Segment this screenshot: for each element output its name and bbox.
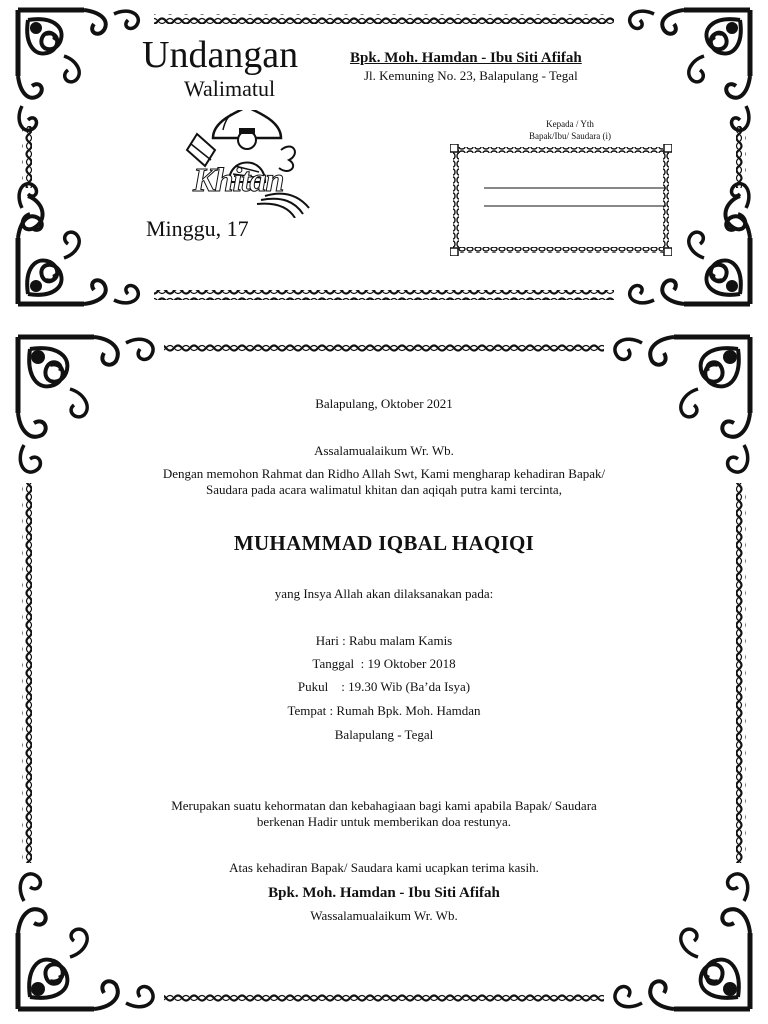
envelope-title: Undangan	[142, 34, 299, 76]
event-place-city: Balapulang - Tegal	[334, 727, 434, 742]
envelope-date: Minggu, 17	[146, 216, 249, 241]
event-place: Tempat : Rumah Bpk. Moh. Hamdan	[287, 703, 481, 718]
event-date: Tanggal : 19 Oktober 2018	[312, 656, 456, 671]
envelope-panel	[14, 6, 754, 308]
recipient-label	[450, 118, 690, 142]
invitation-panel	[14, 333, 754, 1013]
event-intro: yang Insya Allah akan dilaksanakan pada:	[274, 586, 494, 601]
envelope-subtitle: Walimatul	[184, 76, 276, 101]
envelope-host-address: Jl. Kemuning No. 23, Balapulang - Tegal	[364, 68, 578, 83]
recipient-box-frame	[450, 144, 672, 256]
recipient-label-line2: Bapak/Ibu/ Saudara (i)	[529, 131, 611, 142]
letter-greeting: Assalamualaikum Wr. Wb.	[314, 443, 454, 458]
farewell-text: Wassalamualaikum Wr. Wb.	[310, 908, 458, 923]
logo-text: Khitan	[193, 162, 284, 199]
envelope-host-name: Bpk. Moh. Hamdan - Ibu Siti Afifah	[350, 50, 582, 66]
letter-intro-line2: Saudara pada acara walimatul khitan dan aqiqah putra kami tercinta,	[206, 482, 562, 497]
recipient-label-line1: Kepada / Yth	[546, 119, 594, 129]
child-name: MUHAMMAD IQBAL HAQIQI	[233, 531, 535, 555]
closing-line2: berkenan Hadir untuk memberikan doa restunya.	[256, 814, 512, 829]
thanks-text: Atas kehadiran Bapak/ Saudara kami ucapkan terima kasih.	[229, 860, 539, 875]
khitan-logo-icon	[169, 110, 319, 223]
letter-intro-line1: Dengan memohon Rahmat dan Ridho Allah Swt, Kami mengharap kehadiran Bapak/	[162, 466, 606, 481]
event-day: Hari : Rabu malam Kamis	[315, 633, 453, 648]
signature-name: Bpk. Moh. Hamdan - Ibu Siti Afifah	[268, 885, 500, 901]
recipient-address-box[interactable]	[450, 144, 672, 261]
closing-line1: Merupakan suatu kehormatan dan kebahagiaan bagi kami apabila Bapak/ Saudara	[171, 798, 597, 813]
letter-place-date: Balapulang, Oktober 2021	[315, 396, 453, 411]
event-time: Pukul : 19.30 Wib (Ba’da Isya)	[297, 679, 471, 694]
